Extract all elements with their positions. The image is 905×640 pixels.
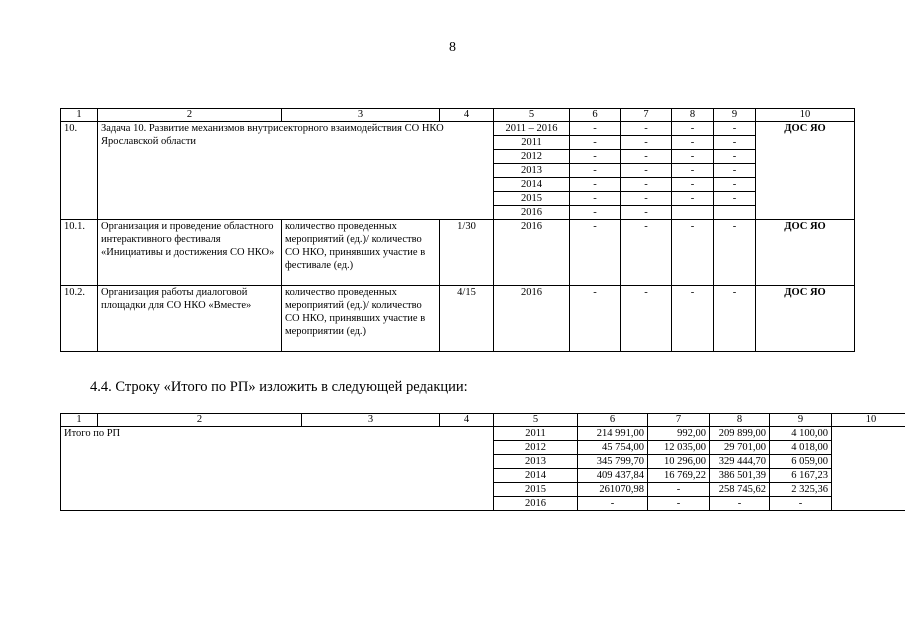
value-cell: - [672,220,714,286]
tasks-table [60,108,855,352]
value-cell: - [672,286,714,352]
value-cell: - [714,192,756,206]
col-header: 4 [440,414,494,427]
table-row [61,286,855,352]
value-cell: - [710,497,770,511]
total-label: Итого по РП [61,427,494,511]
year-cell: 2015 [494,192,570,206]
value-cell: - [714,220,756,286]
col-header: 2 [98,414,302,427]
value-cell: 4 100,00 [770,427,832,441]
item-name: Организация и проведение областного интерактивного фестиваля «Инициативы и достижения СО НКО» [98,220,282,286]
col-header: 8 [672,109,714,122]
value-cell: 16 769,22 [648,469,710,483]
year-cell: 2011 [494,136,570,150]
year-cell: 2011 – 2016 [494,122,570,136]
value-cell: - [770,497,832,511]
col-header: 6 [570,109,621,122]
value-cell: 258 745,62 [710,483,770,497]
value-cell: 2 325,36 [770,483,832,497]
value-cell: - [570,150,621,164]
year-cell: 2013 [494,164,570,178]
value-cell [714,206,756,220]
value-cell: 6 167,23 [770,469,832,483]
value-cell: 12 035,00 [648,441,710,455]
col-header: 5 [494,109,570,122]
table-row [61,122,855,136]
total-table [60,413,905,511]
item-name: Организация работы диалоговой площадки для СО НКО «Вместе» [98,286,282,352]
col-header: 9 [770,414,832,427]
col-header: 5 [494,414,578,427]
col-header: 9 [714,109,756,122]
responsible-cell: ДОС ЯО [756,122,855,220]
value-cell: - [621,220,672,286]
page-number: 8 [449,40,456,55]
value-cell: - [570,286,621,352]
value-cell: - [570,220,621,286]
value-cell: 345 799,70 [578,455,648,469]
col-header: 7 [621,109,672,122]
item-indicator: количество проведенных мероприятий (ед.)/ количество СО НКО, принявших участие в фестивале (ед.) [282,220,440,286]
value-cell: - [672,136,714,150]
item-number: 10.2. [61,286,98,352]
table-row [61,220,855,286]
year-cell: 2016 [494,286,570,352]
value-cell: 45 754,00 [578,441,648,455]
col-header: 10 [756,109,855,122]
year-cell: 2016 [494,206,570,220]
value-cell: - [621,150,672,164]
value-cell: - [714,164,756,178]
year-cell: 2012 [494,441,578,455]
item-value: 4/15 [440,286,494,352]
task-title: Задача 10. Развитие механизмов внутрисекторного взаимодействия СО НКО Ярославской области [98,122,494,220]
col-header: 2 [98,109,282,122]
col-header: 6 [578,414,648,427]
value-cell: - [621,136,672,150]
col-header: 3 [302,414,440,427]
value-cell: 409 437,84 [578,469,648,483]
value-cell: 261070,98 [578,483,648,497]
value-cell: 386 501,39 [710,469,770,483]
value-cell: - [714,178,756,192]
value-cell: - [570,178,621,192]
year-cell: 2016 [494,497,578,511]
table-row [61,427,905,441]
year-cell: 2013 [494,455,578,469]
value-cell: 4 018,00 [770,441,832,455]
header-row [61,414,905,427]
col-header: 8 [710,414,770,427]
year-cell: 2014 [494,178,570,192]
value-cell: - [570,164,621,178]
item-value: 1/30 [440,220,494,286]
value-cell: - [578,497,648,511]
value-cell: 29 701,00 [710,441,770,455]
col-header: 7 [648,414,710,427]
value-cell: 329 444,70 [710,455,770,469]
value-cell: - [672,164,714,178]
value-cell: - [621,122,672,136]
header-row [61,109,855,122]
year-cell: 2014 [494,469,578,483]
value-cell: - [714,286,756,352]
year-cell: 2015 [494,483,578,497]
value-cell: - [621,192,672,206]
value-cell: - [621,206,672,220]
value-cell: - [621,178,672,192]
value-cell: - [672,192,714,206]
col-header: 1 [61,414,98,427]
value-cell: 209 899,00 [710,427,770,441]
section-paragraph: 4.4. Строку «Итого по РП» изложить в следующей редакции: [90,379,468,395]
value-cell: - [672,122,714,136]
item-indicator: количество проведенных мероприятий (ед.)/ количество СО НКО, принявших участие в мероприятии (ед.) [282,286,440,352]
year-cell: 2012 [494,150,570,164]
value-cell [672,206,714,220]
responsible-cell: ДОС ЯО [756,220,855,286]
value-cell: - [648,483,710,497]
value-cell: - [570,206,621,220]
year-cell: 2016 [494,220,570,286]
value-cell: - [621,286,672,352]
value-cell: - [672,178,714,192]
col-header: 1 [61,109,98,122]
col-header: 4 [440,109,494,122]
responsible-cell: ДОС ЯО [756,286,855,352]
value-cell: - [672,150,714,164]
value-cell: - [714,122,756,136]
value-cell: - [714,136,756,150]
value-cell: - [621,164,672,178]
col-header: 3 [282,109,440,122]
value-cell: - [570,136,621,150]
col-header: 10 [832,414,905,427]
value-cell: 10 296,00 [648,455,710,469]
empty-cell [832,427,905,511]
task-number: 10. [61,122,98,220]
year-cell: 2011 [494,427,578,441]
value-cell: 6 059,00 [770,455,832,469]
value-cell: - [648,497,710,511]
value-cell: 992,00 [648,427,710,441]
value-cell: - [570,192,621,206]
value-cell: - [714,150,756,164]
value-cell: - [570,122,621,136]
value-cell: 214 991,00 [578,427,648,441]
item-number: 10.1. [61,220,98,286]
